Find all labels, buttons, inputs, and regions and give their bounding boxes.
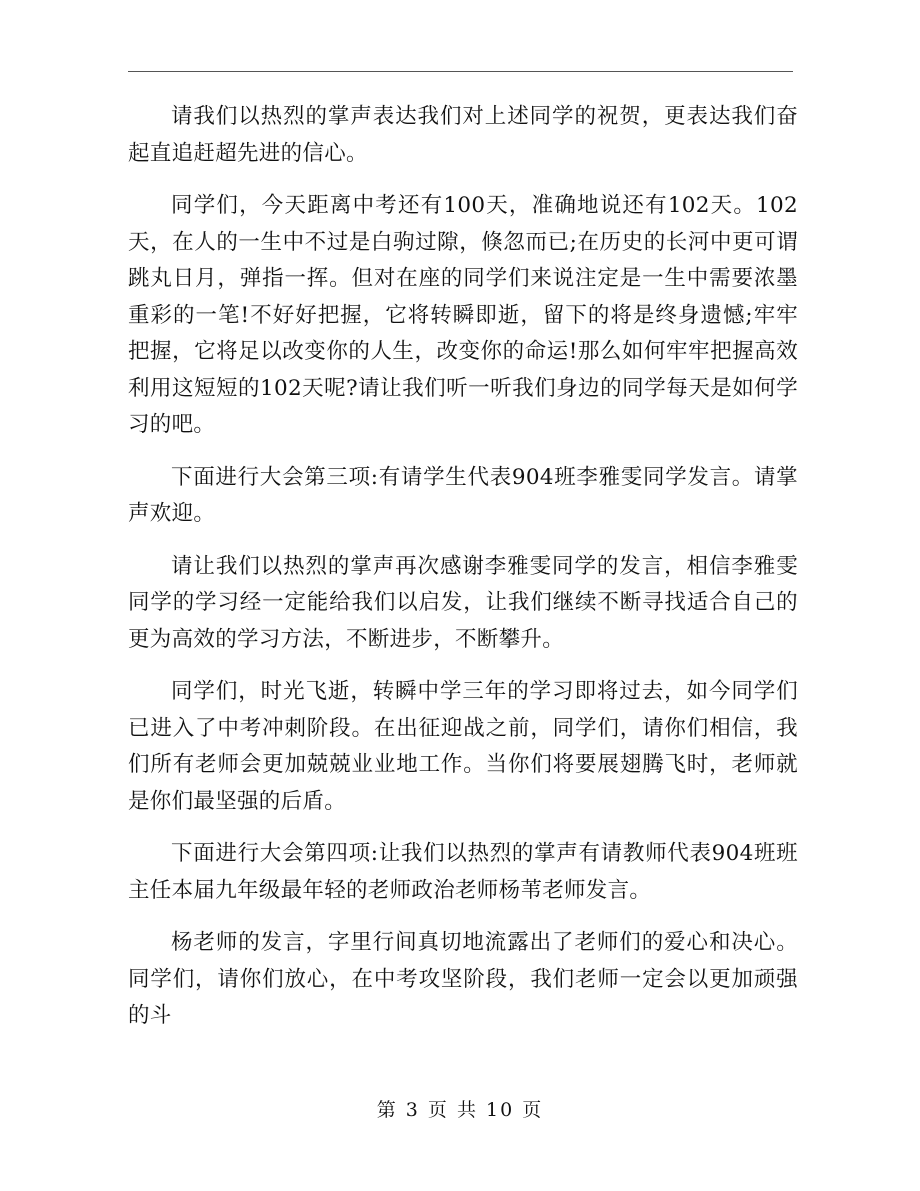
paragraph-4: 请让我们以热烈的掌声再次感谢李雅雯同学的发言，相信李雅雯同学的学习经一定能给我们以启发，让我们继续不断寻找适合自己的更为高效的学习方法，不断进步，不断攀升。 — [128, 553, 798, 652]
paragraph-7: 杨老师的发言，字里行间真切地流露出了老师们的爱心和决心。同学们，请你们放心，在中考攻坚阶段，我们老师一定会以更加顽强的斗 — [128, 930, 798, 1028]
document-body — [128, 99, 798, 1051]
header-rule — [128, 71, 793, 72]
paragraph-3: 下面进行大会第三项:有请学生代表904班李雅雯同学发言。请掌声欢迎。 — [128, 464, 798, 526]
paragraph-1: 请我们以热烈的掌声表达我们对上述同学的祝贺，更表达我们奋起直追赶超先进的信心。 — [128, 104, 798, 166]
page-number-footer: 第 3 页 共 10 页 — [376, 1099, 544, 1121]
paragraph-6: 下面进行大会第四项:让我们以热烈的掌声有请教师代表904班班主任本届九年级最年轻的老师政治老师杨苇老师发言。 — [128, 841, 798, 903]
paragraph-5: 同学们，时光飞逝，转瞬中学三年的学习即将过去，如今同学们已进入了中考冲刺阶段。在出征迎战之前，同学们，请你们相信，我们所有老师会更加兢兢业业地工作。当你们将要展翅腾飞时，老师就是你们最坚强的后盾。 — [128, 679, 798, 814]
paragraph-2: 同学们，今天距离中考还有100天，准确地说还有102天。102天，在人的一生中不过是白驹过隙，倏忽而已;在历史的长河中更可谓跳丸日月，弹指一挥。但对在座的同学们来说注定是一生中需要浓墨重彩的一笔!不好好把握，它将转瞬即逝，留下的将是终身遗憾;牢牢把握，它将足以改变你的人生，改变你的命运!那么如何牢牢把握高效利用这短短的102天呢?请让我们听一听我们身边的同学每天是如何学习的吧。 — [128, 193, 798, 437]
